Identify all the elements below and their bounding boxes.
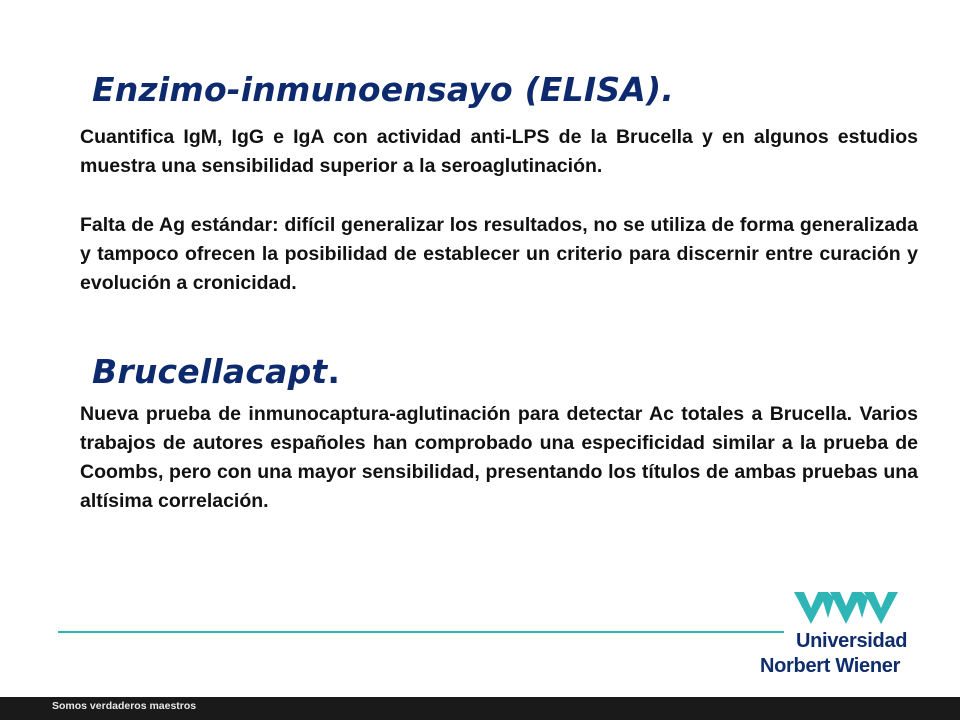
footer-bar	[0, 697, 960, 720]
heading-period: .	[327, 352, 341, 391]
heading-text: Brucellacapt	[92, 352, 328, 391]
section-heading-elisa: Enzimo-inmunoensayo (ELISA).	[92, 70, 675, 109]
university-logo	[760, 588, 910, 684]
logo-text-norbert-wiener: Norbert Wiener	[760, 655, 901, 677]
footer-motto: Somos verdaderos maestros	[52, 700, 197, 712]
paragraph-elisa-limitations: Falta de Ag estándar: difícil generalizar los resultados, no se utiliza de forma generalizada y tampoco ofrecen la posibilidad de establecer un criterio para discernir entre curación y evolución a cronicidad.	[80, 214, 918, 294]
open-book-icon	[794, 588, 902, 626]
logo-text-university: Universidad	[796, 630, 908, 652]
paragraph-elisa-description: Cuantifica IgM, IgG e IgA con actividad anti-LPS de la Brucella y en algunos estudios muestra una sensibilidad superior a la seroaglutinación.	[80, 126, 918, 177]
section-heading-brucellacapt	[92, 352, 340, 391]
paragraph-brucellacapt-description: Nueva prueba de inmunocaptura-aglutinación para detectar Ac totales a Brucella. Varios trabajos de autores españoles han comprobado una especificidad similar a la prueba de Coombs, pero con una mayor sensibilidad, presentando los títulos de ambas pruebas una altísima correlación.	[80, 403, 918, 512]
footer-divider	[58, 631, 784, 633]
